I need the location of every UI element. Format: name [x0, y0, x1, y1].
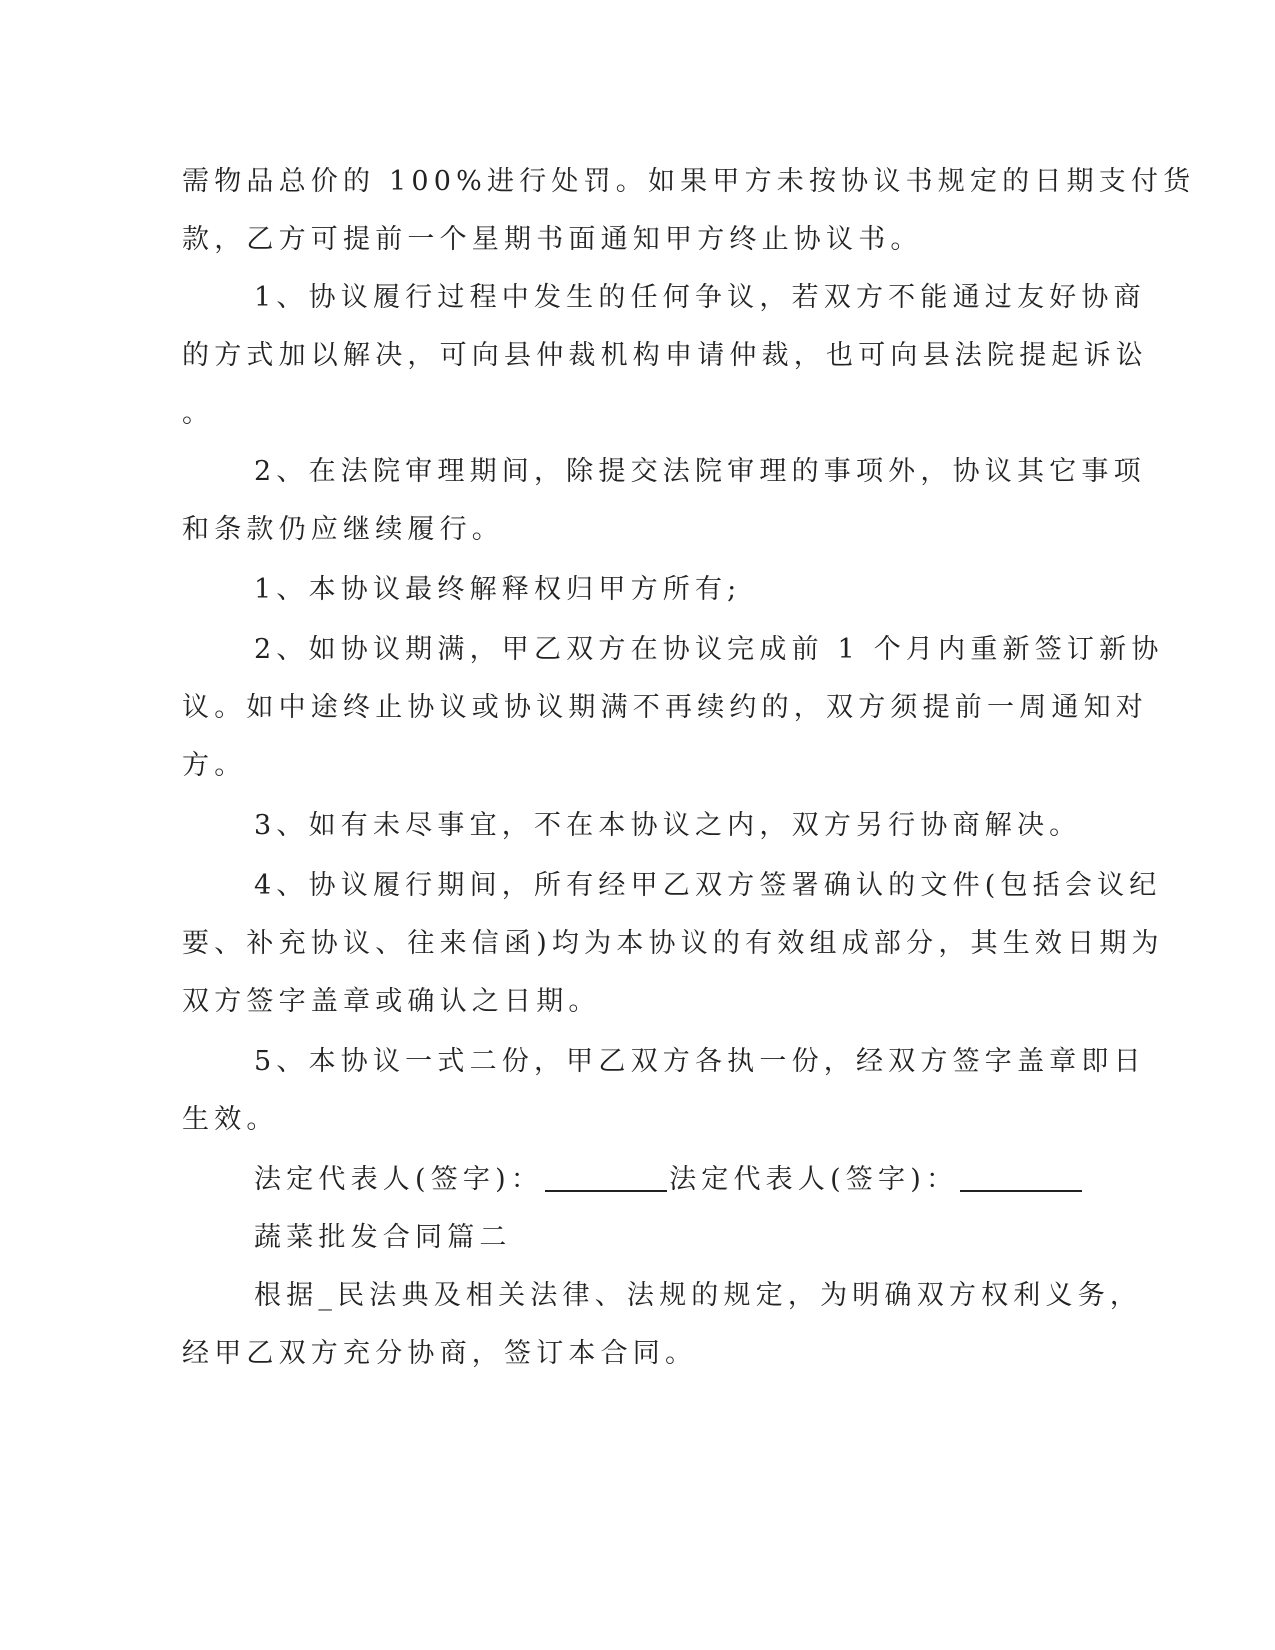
text-line: 2、如协议期满，甲乙双方在协议完成前 1 个月内重新签订新协: [254, 634, 1164, 665]
signature-label-b: 法定代表人(签字)：: [669, 1164, 959, 1195]
text-line: 5、本协议一式二份，甲乙双方各执一份，经双方签字盖章即日: [254, 1046, 1146, 1077]
text-line: 2、在法院审理期间，除提交法院审理的事项外，协议其它事项: [254, 456, 1146, 487]
signature-line: [254, 1160, 1084, 1200]
signature-label-a: 法定代表人(签字)：: [254, 1164, 544, 1195]
text-line: 要、补充协议、往来信函)均为本协议的有效组成部分，其生效日期为: [182, 928, 1164, 959]
text-line: 1、本协议最终解释权归甲方所有;: [254, 574, 742, 605]
text-line: 双方签字盖章或确认之日期。: [182, 986, 601, 1017]
text-line: 根据_民法典及相关法律、法规的规定，为明确双方权利义务，: [254, 1280, 1143, 1311]
text-line: 。: [182, 398, 215, 429]
text-line: 和条款仍应继续履行。: [182, 514, 504, 545]
text-line: 方。: [182, 750, 247, 781]
signature-blank-a: [545, 1166, 667, 1192]
text-line: 1、协议履行过程中发生的任何争议，若双方不能通过友好协商: [254, 282, 1146, 313]
text-line: 生效。: [182, 1104, 279, 1135]
text-line: 议。如中途终止协议或协议期满不再续约的，双方须提前一周通知对: [182, 692, 1148, 723]
text-line: 款，乙方可提前一个星期书面通知甲方终止协议书。: [182, 224, 923, 255]
text-line: 经甲乙双方充分协商，签订本合同。: [182, 1338, 698, 1369]
text-line: 的方式加以解决，可向县仲裁机构申请仲裁，也可向县法院提起诉讼: [182, 340, 1148, 371]
text-line: 3、如有未尽事宜，不在本协议之内，双方另行协商解决。: [254, 810, 1082, 841]
text-line: 需物品总价的 100%进行处罚。如果甲方未按协议书规定的日期支付货: [182, 166, 1196, 197]
signature-blank-b: [960, 1166, 1082, 1192]
text-line: 4、协议履行期间，所有经甲乙双方签署确认的文件(包括会议纪: [254, 870, 1162, 901]
section-title: 蔬菜批发合同篇二: [254, 1222, 512, 1253]
